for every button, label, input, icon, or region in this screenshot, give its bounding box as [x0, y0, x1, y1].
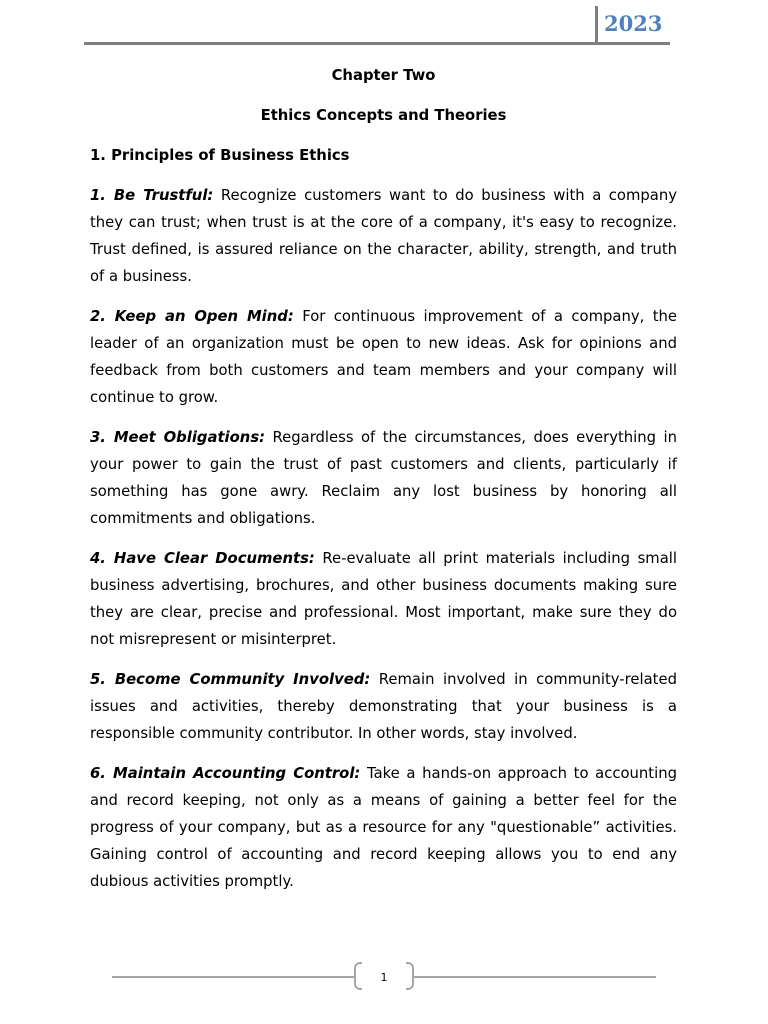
principle-text: Remain involved in community-related issues and activities, thereby demonstrating that your business is a responsible community contributor. In other words, stay involved.	[90, 671, 677, 742]
page-number: 1	[380, 971, 388, 984]
principle-lead: 5. Become Community Involved:	[90, 671, 371, 688]
header-year-divider	[595, 6, 598, 44]
header-year: 2023	[604, 11, 663, 36]
principle-paragraph-3	[90, 424, 677, 532]
principle-paragraph-2	[90, 303, 677, 411]
principle-paragraph-1	[90, 182, 677, 290]
principle-lead: 3. Meet Obligations:	[90, 429, 266, 446]
chapter-subtitle: Ethics Concepts and Theories	[260, 107, 507, 124]
principle-text: Re-evaluate all print materials including small business advertising, brochures, and other business documents making sure they are clear, precise and professional. Most important, make sure they do not misrepresent or misinterpret.	[90, 550, 677, 648]
principle-text: Regardless of the circumstances, does everything in your power to gain the trust of past customers and clients, particularly if something has gone awry. Reclaim any lost business by honoring all commitments and obligations.	[90, 429, 677, 527]
principle-text: For continuous improvement of a company, the leader of an organization must be open to new ideas. Ask for opinions and feedback from both customers and team members and your company will continue to grow.	[90, 308, 677, 406]
footer-bracket-left	[354, 962, 362, 990]
footer-rule-left	[112, 976, 356, 978]
principle-lead: 1. Be Trustful:	[90, 187, 214, 204]
principle-paragraph-4	[90, 545, 677, 653]
section-heading: 1. Principles of Business Ethics	[90, 147, 350, 164]
principle-lead: 2. Keep an Open Mind:	[90, 308, 294, 325]
principle-paragraph-6	[90, 760, 677, 895]
header-rule	[84, 42, 670, 45]
footer-rule-right	[412, 976, 656, 978]
principle-text: Recognize customers want to do business with a company they can trust; when trust is at the core of a company, it's easy to recognize. Trust defined, is assured reliance on the character, ability, strength, and truth of a business.	[90, 187, 677, 285]
principle-text: Take a hands-on approach to accounting and record keeping, not only as a means of gaining a better feel for the progress of your company, but as a resource for any "questionable” activities. Gaining control of accounting and record keeping allows you to end any dubious activities promptly.	[90, 765, 677, 890]
principle-lead: 6. Maintain Accounting Control:	[90, 765, 361, 782]
principle-lead: 4. Have Clear Documents:	[90, 550, 315, 567]
document-body	[90, 62, 677, 908]
chapter-title: Chapter Two	[331, 67, 436, 84]
principle-paragraph-5	[90, 666, 677, 747]
